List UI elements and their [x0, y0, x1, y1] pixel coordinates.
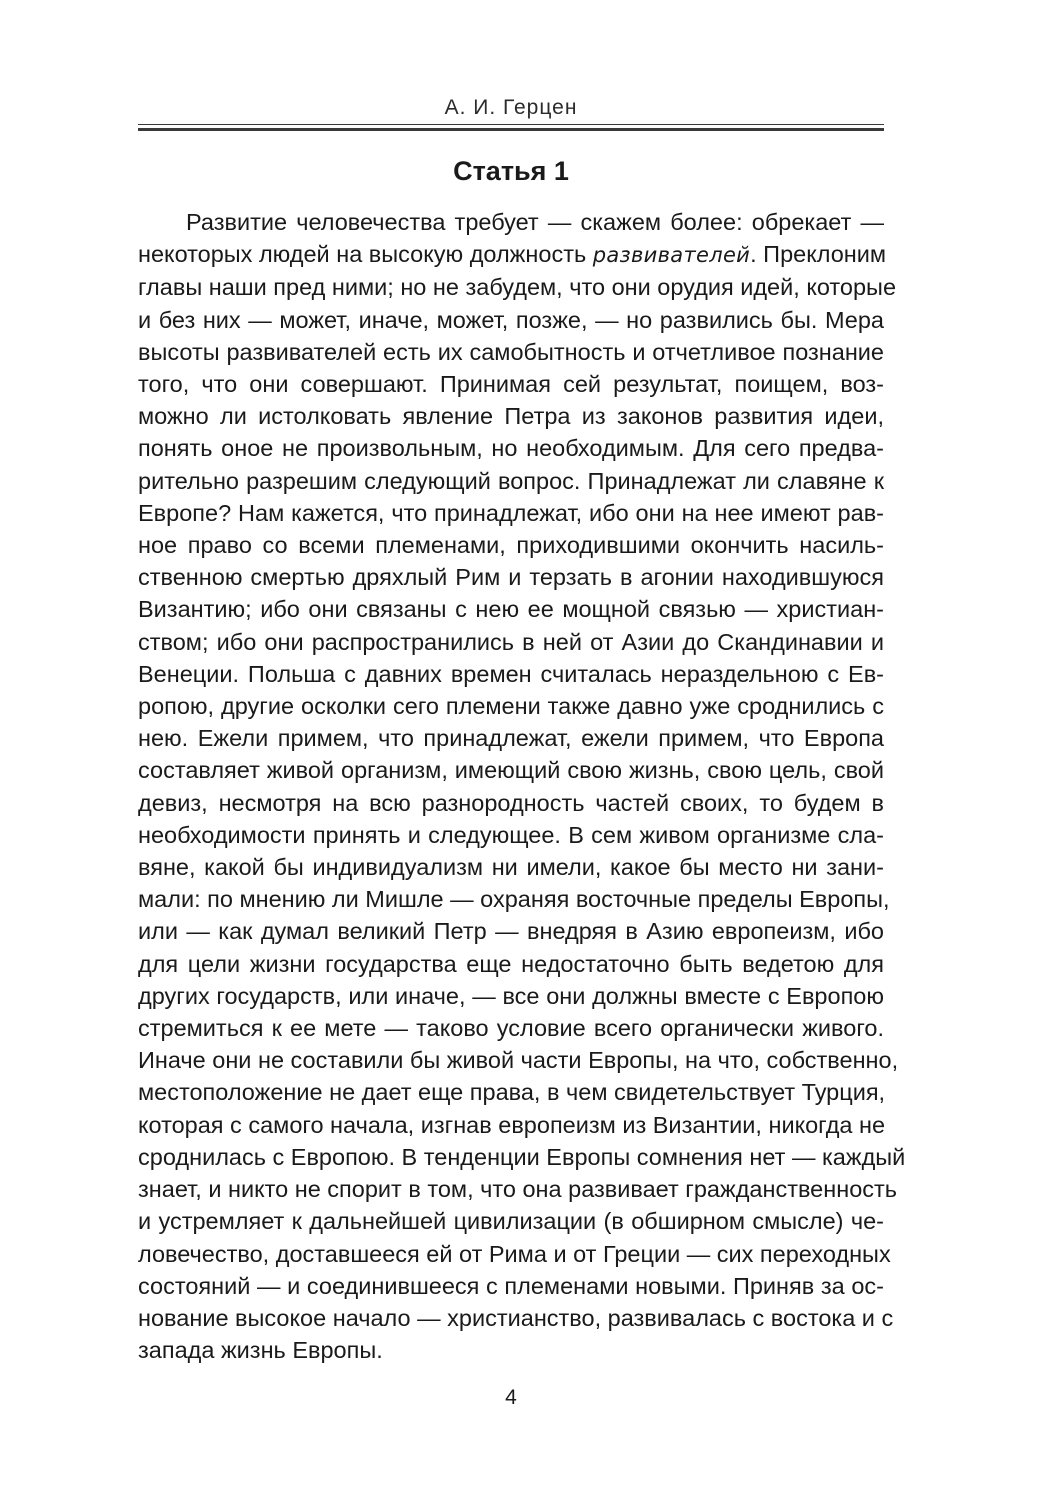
page-number: 4 — [505, 1386, 517, 1409]
text-line: стремиться к ее мете — таково условие всего органически живого. — [138, 1015, 884, 1042]
text-line: состояний — и соединившееся с племенами новыми. Приняв за ос- — [138, 1272, 884, 1299]
text-line: высоты развивателей есть их самобытность и отчетливое познание — [138, 338, 884, 365]
text-line: Иначе они не составили бы живой части Европы, на что, собственно, — [138, 1047, 899, 1074]
running-head-author: А. И. Герцен — [444, 96, 578, 119]
text-line: местоположение не дает еще права, в чем свидетельствует Турция, — [138, 1079, 886, 1106]
text-line: Византию; ибо они связаны с нею ее мощной связью — христиан- — [138, 596, 884, 623]
text-segment: некоторых людей на высокую должность — [138, 241, 593, 268]
text-line: девиз, несмотря на всю разнородность частей своих, то будем в — [138, 789, 884, 816]
text-line: можно ли истолковать явление Петра из законов развития идеи, — [138, 403, 884, 430]
text-line: нею. Ежели примем, что принадлежат, ежели примем, что Европа — [138, 725, 884, 752]
text-line: Европе? Нам кажется, что принадлежат, ибо они на нее имеют рав- — [138, 499, 884, 526]
text-line: вяне, какой бы индивидуализм ни имели, какое бы место ни зани- — [138, 854, 884, 881]
text-line: для цели жизни государства еще недостаточно быть ведетою для — [138, 950, 884, 977]
text-line: понять оное не произвольным, но необходимым. Для сего предва- — [138, 435, 884, 462]
text-line: или — как думал великий Петр — внедряя в Азию европеизм, ибо — [138, 918, 884, 945]
text-line: Развитие человечества требует — скажем более: обрекает — — [186, 209, 884, 235]
text-line: запада жизнь Европы. — [138, 1337, 383, 1364]
text-segment: . Преклоним — [750, 241, 887, 268]
text-line: сроднилась с Европою. В тенденции Европы сомнения нет — каждый — [138, 1143, 906, 1170]
text-line: ством; ибо они распространились в ней от Азии до Скандинавии и — [138, 628, 884, 655]
article-body — [138, 206, 906, 1366]
text-line: Венеции. Польша с давних времен считалась нераздельною с Ев- — [138, 660, 884, 687]
text-line — [138, 238, 887, 271]
text-line: ловечество, доставшееся ей от Рима и от Греции — сих переходных — [138, 1240, 891, 1267]
text-line: ное право со всеми племенами, приходившими окончить насиль- — [138, 532, 884, 559]
text-line: ропою, другие осколки сего племени также давно уже сроднились с — [138, 693, 884, 720]
text-line: которая с самого начала, изгнав европеизм из Византии, никогда не — [138, 1111, 886, 1138]
text-line: необходимости принять и следующее. В сем живом организме сла- — [138, 821, 884, 848]
text-line: мали: по мнению ли Мишле — охраняя восточные пределы Европы, — [138, 886, 890, 913]
text-line: нование высокое начало — христианство, развивалась с востока и с — [138, 1304, 894, 1331]
header-rule-thin — [138, 124, 884, 125]
article-title: Статья 1 — [453, 156, 569, 186]
emphasis-term: развивателей — [592, 243, 751, 268]
text-line: того, что они совершают. Принимая сей результат, поищем, воз- — [138, 371, 884, 398]
text-line: знает, и никто не спорит в том, что она развивает гражданственность — [138, 1176, 898, 1203]
text-line: и устремляет к дальнейшей цивилизации (в обширном смысле) че- — [138, 1208, 884, 1235]
text-line: других государств, или иначе, — все они должны вместе с Европою — [138, 982, 884, 1009]
text-line: рительно разрешим следующий вопрос. Принадлежат ли славяне к — [138, 467, 884, 494]
text-line: ственною смертью дряхлый Рим и терзать в агонии находившуюся — [138, 564, 884, 591]
text-line: главы наши пред ними; но не забудем, что они орудия идей, которые — [138, 274, 897, 301]
text-line: и без них — может, иначе, может, позже, — но развились бы. Мера — [138, 306, 884, 333]
header-rule-thick — [138, 128, 884, 131]
text-line: составляет живой организм, имеющий свою жизнь, свою цель, свой — [138, 757, 884, 784]
